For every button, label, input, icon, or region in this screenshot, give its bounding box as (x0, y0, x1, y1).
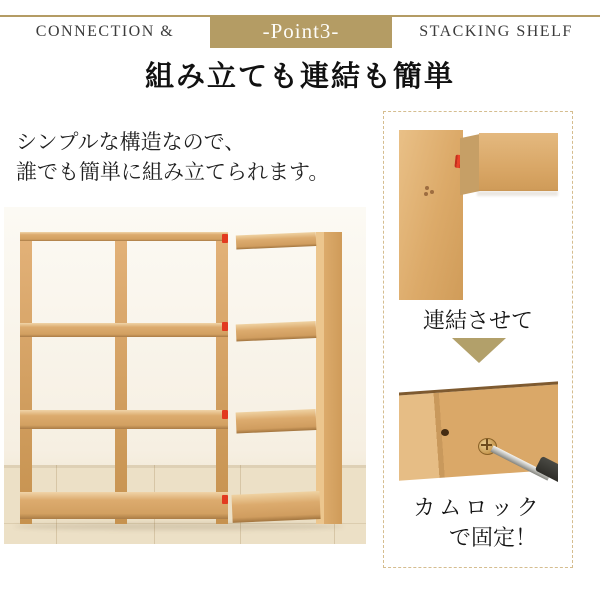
main-product-photo (4, 207, 366, 544)
wood-knot (425, 186, 429, 190)
shelf-post (216, 232, 228, 524)
cam-lock-connector (222, 495, 228, 504)
arrow-down-icon (452, 338, 506, 363)
block-shadow (477, 191, 558, 196)
cam-lock-connector (222, 234, 228, 243)
shelf-top-board (20, 232, 228, 241)
step1-caption: 連結させて (422, 308, 533, 333)
shelf-board (20, 410, 228, 429)
intro-text (16, 127, 329, 187)
intro-line-2: 誰でも簡単に組み立てられます。 (16, 160, 330, 184)
side-panel-bottom-board (231, 491, 320, 523)
side-panel-board (236, 409, 317, 433)
intro-line-1: シンプルな構造なので、 (16, 130, 246, 154)
wood-plank (399, 130, 463, 300)
shelf-post (115, 232, 127, 524)
shelf-shadow (14, 523, 344, 530)
shelf-board (20, 323, 228, 337)
steps-panel (383, 111, 573, 568)
step2-caption-line1: カムロック (413, 495, 543, 520)
point-badge: -Point3- (210, 15, 392, 48)
page-title: 組み立ても連結も簡単 (144, 61, 455, 93)
header-label-stacking-shelf: STACKING SHELF (419, 23, 573, 40)
step2-caption-line2: で固定！ (448, 525, 537, 550)
shelf-unit (20, 232, 228, 524)
connect-step-photo (399, 130, 558, 300)
header-label-connection: CONNECTION & (35, 23, 175, 40)
side-panel-board (236, 232, 317, 249)
wood-knot (430, 190, 434, 194)
dowel-hole (441, 429, 449, 436)
side-panel-board (236, 321, 317, 341)
wood-knot (424, 192, 428, 196)
cam-lock-connector (222, 322, 228, 331)
wood-block-end (460, 134, 481, 195)
wood-block (479, 133, 558, 191)
camlock-step-photo (399, 373, 558, 489)
side-panel-post (316, 232, 342, 524)
shelf-post (20, 232, 32, 524)
cam-lock-connector (222, 410, 228, 419)
screw-slot (486, 439, 488, 450)
shelf-bottom-board (20, 492, 228, 519)
step2-caption (384, 493, 572, 553)
